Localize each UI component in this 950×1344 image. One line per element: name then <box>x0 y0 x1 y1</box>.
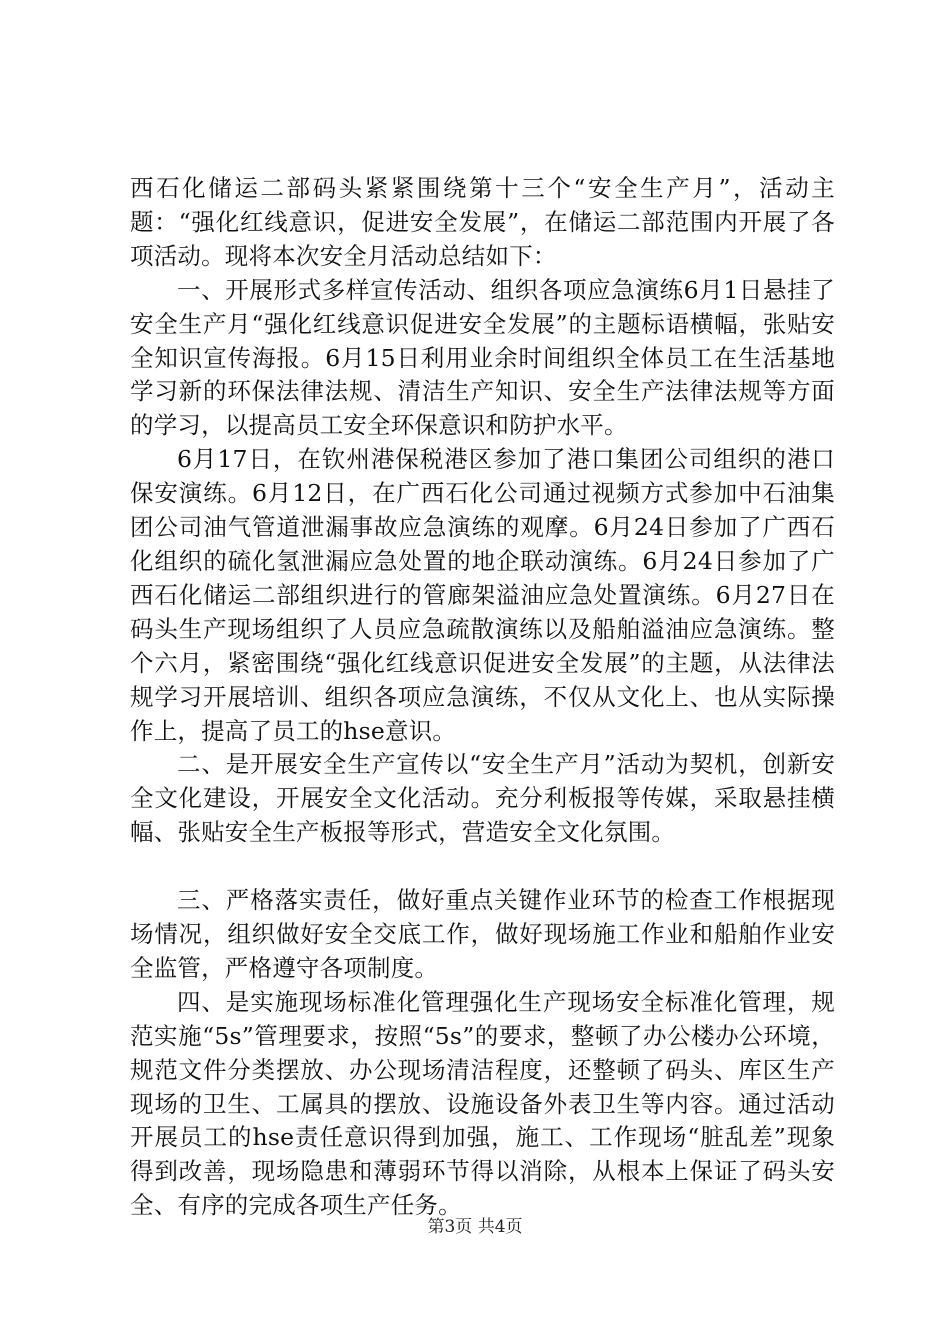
document-body <box>130 172 835 1223</box>
paragraph-section-1: 一、开展形式多样宣传活动、组织各项应急演练6月1日悬挂了安全生产月“强化红线意识促进安全发展”的主题标语横幅，张贴安全知识宣传海报。6月15日利用业余时间组织全体员工在生活基地学习新的环保法律法规、清洁生产知识、安全生产法律法规等方面的学习，以提高员工安全环保意识和防护水平。 <box>130 275 835 440</box>
paragraph-intro: 西石化储运二部码头紧紧围绕第十三个“安全生产月”，活动主题：“强化红线意识，促进安全发展”，在储运二部范围内开展了各项活动。现将本次安全月活动总结如下： <box>130 174 835 270</box>
paragraph-section-2: 二、是开展安全生产宣传以“安全生产月”活动为契机，创新安全文化建设，开展安全文化活动。充分利板报等传媒，采取悬挂横幅、张贴安全生产板报等形式，营造安全文化氛围。 <box>130 750 835 847</box>
paragraph-section-4: 四、是实施现场标准化管理强化生产现场安全标准化管理，规范实施“5s”管理要求，按照“5s”的要求，整顿了办公楼办公环境，规范文件分类摆放、办公现场清洁程度，还整顿了码头、库区生产现场的卫生、工属具的摆放、设施设备外表卫生等内容。通过活动开展员工的hse责任意识得到加强，施工、工作现场“脏乱差”现象得到改善，现场隐患和薄弱环节得以消除，从根本上保证了码头安全、有序的完成各项生产任务。 <box>130 987 835 1220</box>
paragraph-spacer <box>130 850 835 884</box>
paragraph-section-3: 三、严格落实责任，做好重点关键作业环节的检查工作根据现场情况，组织做好安全交底工作，做好现场施工作业和船舶作业安全监管，严格遵守各项制度。 <box>130 886 835 982</box>
page-number-footer: 第3页 共4页 <box>427 1217 523 1237</box>
paragraph-drills: 6月17日，在钦州港保税港区参加了港口集团公司组织的港口保安演练。6月12日，在广西石化公司通过视频方式参加中石油集团公司油气管道泄漏事故应急演练的观摩。6月24日参加了广西石化组织的硫化氢泄漏应急处置的地企联动演练。6月24日参加了广西石化储运二部组织进行的管廊架溢油应急处置演练。6月27日在码头生产现场组织了人员应急疏散演练以及船舶溢油应急演练。整个六月，紧密围绕“强化红线意识促进安全发展”的主题，从法律法规学习开展培训、组织各项应急演练，不仅从文化上、也从实际操作上，提高了员工的hse意识。 <box>130 445 835 745</box>
